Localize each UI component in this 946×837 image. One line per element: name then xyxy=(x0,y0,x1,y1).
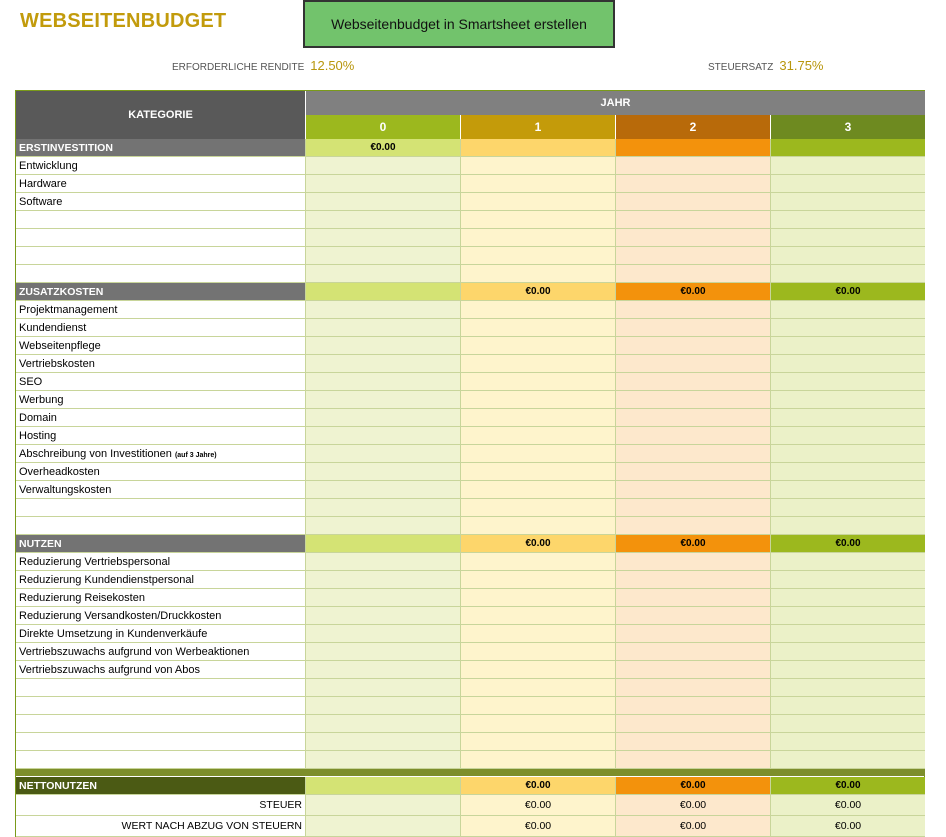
year-3-cell[interactable] xyxy=(770,391,925,409)
year-2-cell[interactable] xyxy=(615,445,770,463)
year-0-cell[interactable] xyxy=(305,661,460,679)
required-return-param xyxy=(172,58,354,73)
category-cell[interactable]: ERSTINVESTITION xyxy=(16,139,305,157)
year-0-cell[interactable] xyxy=(305,643,460,661)
category-cell[interactable]: NETTONUTZEN xyxy=(16,777,305,795)
year-0-cell[interactable] xyxy=(305,301,460,319)
year-2-cell[interactable] xyxy=(615,391,770,409)
category-cell[interactable]: Domain xyxy=(16,409,305,427)
year-3-cell[interactable] xyxy=(770,157,925,175)
year-3-cell[interactable] xyxy=(770,337,925,355)
year-0-cell[interactable] xyxy=(305,777,460,795)
category-cell[interactable]: Reduzierung Kundendienstpersonal xyxy=(16,571,305,589)
year-3-cell[interactable] xyxy=(770,697,925,715)
year-1-cell[interactable] xyxy=(460,409,615,427)
category-cell[interactable]: Verwaltungskosten xyxy=(16,481,305,499)
year-0-cell[interactable] xyxy=(305,229,460,247)
year-0-cell[interactable] xyxy=(305,463,460,481)
year-0-cell[interactable] xyxy=(305,795,460,816)
table-row xyxy=(16,319,925,337)
year-2-cell[interactable] xyxy=(615,373,770,391)
tax-rate-param xyxy=(708,58,823,73)
year-0-cell[interactable] xyxy=(305,391,460,409)
year-3-cell[interactable]: €0.00 xyxy=(770,777,925,795)
year-2-cell[interactable] xyxy=(615,319,770,337)
year-2-cell[interactable] xyxy=(615,247,770,265)
year-1-cell[interactable] xyxy=(460,517,615,535)
year-0-cell[interactable] xyxy=(305,697,460,715)
year-2-cell[interactable] xyxy=(615,697,770,715)
table-row xyxy=(16,625,925,643)
year-3-cell[interactable] xyxy=(770,229,925,247)
year-2-cell[interactable] xyxy=(615,679,770,697)
year-1-cell[interactable] xyxy=(460,715,615,733)
table-row xyxy=(16,733,925,751)
year-1-cell[interactable] xyxy=(460,391,615,409)
year-2-cell[interactable] xyxy=(615,157,770,175)
year-2-cell[interactable] xyxy=(615,661,770,679)
after-tax-row xyxy=(16,816,925,837)
year-3-cell[interactable] xyxy=(770,499,925,517)
category-cell[interactable]: WERT NACH ABZUG VON STEUERN xyxy=(16,816,305,837)
year-0-cell[interactable] xyxy=(305,193,460,211)
category-cell[interactable] xyxy=(16,265,305,283)
category-cell[interactable]: STEUER xyxy=(16,795,305,816)
category-cell[interactable]: Hardware xyxy=(16,175,305,193)
year-3-cell[interactable] xyxy=(770,247,925,265)
year-2-cell[interactable] xyxy=(615,337,770,355)
table-row xyxy=(16,643,925,661)
year-2-cell[interactable]: €0.00 xyxy=(615,777,770,795)
year-2-cell[interactable] xyxy=(615,175,770,193)
year-0-cell[interactable] xyxy=(305,283,460,301)
year-1-cell[interactable] xyxy=(460,589,615,607)
year-0-cell[interactable] xyxy=(305,535,460,553)
year-1-cell[interactable] xyxy=(460,319,615,337)
year-2-cell[interactable] xyxy=(615,301,770,319)
year-3-cell[interactable] xyxy=(770,301,925,319)
year-1-cell[interactable] xyxy=(460,607,615,625)
table-row xyxy=(16,715,925,733)
year-0-cell[interactable] xyxy=(305,816,460,837)
create-in-smartsheet-button[interactable]: Webseitenbudget in Smartsheet erstellen xyxy=(303,0,615,48)
category-cell[interactable]: Vertriebszuwachs aufgrund von Werbeaktionen xyxy=(16,643,305,661)
year-2-cell[interactable]: €0.00 xyxy=(615,795,770,816)
year-3-cell[interactable] xyxy=(770,607,925,625)
section-header-row xyxy=(16,535,925,553)
year-2-cell[interactable]: €0.00 xyxy=(615,283,770,301)
category-cell[interactable] xyxy=(16,751,305,769)
year-1-cell[interactable] xyxy=(460,661,615,679)
year-2-cell[interactable] xyxy=(615,751,770,769)
year-2-cell[interactable] xyxy=(615,409,770,427)
year-1-cell[interactable] xyxy=(460,643,615,661)
year-3-cell[interactable]: €0.00 xyxy=(770,816,925,837)
year-0-cell[interactable] xyxy=(305,589,460,607)
year-0-cell[interactable] xyxy=(305,409,460,427)
year-3-cell[interactable] xyxy=(770,571,925,589)
category-cell[interactable]: NUTZEN xyxy=(16,535,305,553)
year-2-cell[interactable] xyxy=(615,229,770,247)
year-0-cell[interactable] xyxy=(305,319,460,337)
category-cell[interactable]: Reduzierung Vertriebspersonal xyxy=(16,553,305,571)
year-2-cell[interactable] xyxy=(615,265,770,283)
year-1-cell[interactable] xyxy=(460,733,615,751)
category-cell[interactable] xyxy=(16,715,305,733)
year-3-cell[interactable] xyxy=(770,193,925,211)
year-0-cell[interactable] xyxy=(305,751,460,769)
year-1-cell[interactable] xyxy=(460,679,615,697)
year-1-cell[interactable]: €0.00 xyxy=(460,777,615,795)
table-row xyxy=(16,175,925,193)
year-2-cell[interactable] xyxy=(615,607,770,625)
category-cell[interactable] xyxy=(16,697,305,715)
year-1-header: 1 xyxy=(460,115,615,139)
year-0-cell[interactable] xyxy=(305,175,460,193)
year-2-cell[interactable] xyxy=(615,139,770,157)
year-0-cell[interactable] xyxy=(305,553,460,571)
year-2-cell[interactable] xyxy=(615,499,770,517)
table-row xyxy=(16,193,925,211)
year-0-cell[interactable] xyxy=(305,733,460,751)
year-1-cell[interactable] xyxy=(460,751,615,769)
table-row xyxy=(16,553,925,571)
category-cell[interactable]: Software xyxy=(16,193,305,211)
year-0-cell[interactable] xyxy=(305,157,460,175)
year-1-cell[interactable] xyxy=(460,139,615,157)
year-3-cell[interactable]: €0.00 xyxy=(770,535,925,553)
table-row xyxy=(16,517,925,535)
year-1-cell[interactable] xyxy=(460,175,615,193)
year-1-cell[interactable] xyxy=(460,553,615,571)
table-row xyxy=(16,427,925,445)
year-0-cell[interactable] xyxy=(305,679,460,697)
table-row xyxy=(16,157,925,175)
year-3-cell[interactable] xyxy=(770,661,925,679)
year-0-cell[interactable] xyxy=(305,373,460,391)
table-row xyxy=(16,751,925,769)
table-row xyxy=(16,661,925,679)
year-2-cell[interactable]: €0.00 xyxy=(615,535,770,553)
category-cell[interactable]: Vertriebskosten xyxy=(16,355,305,373)
year-3-cell[interactable] xyxy=(770,517,925,535)
year-1-cell[interactable] xyxy=(460,445,615,463)
section-header-row xyxy=(16,139,925,157)
category-cell[interactable]: Kundendienst xyxy=(16,319,305,337)
year-3-cell[interactable] xyxy=(770,751,925,769)
category-cell[interactable]: Vertriebszuwachs aufgrund von Abos xyxy=(16,661,305,679)
net-benefit-row xyxy=(16,777,925,795)
category-cell[interactable]: Hosting xyxy=(16,427,305,445)
category-cell[interactable] xyxy=(16,229,305,247)
table-row xyxy=(16,589,925,607)
table-row xyxy=(16,337,925,355)
year-2-cell[interactable]: €0.00 xyxy=(615,816,770,837)
year-3-cell[interactable] xyxy=(770,355,925,373)
year-0-cell[interactable] xyxy=(305,499,460,517)
category-cell[interactable]: Projektmanagement xyxy=(16,301,305,319)
category-cell[interactable]: SEO xyxy=(16,373,305,391)
category-cell[interactable] xyxy=(16,679,305,697)
year-0-cell[interactable]: €0.00 xyxy=(305,139,460,157)
year-1-cell[interactable] xyxy=(460,625,615,643)
category-cell[interactable]: Overheadkosten xyxy=(16,463,305,481)
category-cell[interactable] xyxy=(16,211,305,229)
table-row xyxy=(16,571,925,589)
table-row xyxy=(16,463,925,481)
section-divider xyxy=(16,768,925,776)
year-2-cell[interactable] xyxy=(615,427,770,445)
category-cell[interactable]: Webseitenpflege xyxy=(16,337,305,355)
year-3-cell[interactable] xyxy=(770,373,925,391)
year-3-cell[interactable] xyxy=(770,409,925,427)
category-cell[interactable] xyxy=(16,517,305,535)
year-1-cell[interactable] xyxy=(460,301,615,319)
item-label: Abschreibung von Investitionen xyxy=(19,448,172,460)
year-3-header: 3 xyxy=(770,115,925,139)
section-header-row xyxy=(16,283,925,301)
year-1-cell[interactable] xyxy=(460,211,615,229)
year-1-cell[interactable]: €0.00 xyxy=(460,283,615,301)
table-row xyxy=(16,409,925,427)
table-row xyxy=(16,373,925,391)
year-3-cell[interactable] xyxy=(770,427,925,445)
category-cell[interactable] xyxy=(16,733,305,751)
year-0-cell[interactable] xyxy=(305,355,460,373)
item-note: (auf 3 Jahre) xyxy=(174,452,217,459)
category-cell[interactable]: Entwicklung xyxy=(16,157,305,175)
year-3-cell[interactable] xyxy=(770,679,925,697)
year-2-cell[interactable] xyxy=(615,355,770,373)
category-cell[interactable]: Reduzierung Reisekosten xyxy=(16,589,305,607)
year-2-cell[interactable] xyxy=(615,715,770,733)
tax-rate-label: STEUERSATZ xyxy=(708,62,774,73)
year-3-cell[interactable] xyxy=(770,715,925,733)
year-1-cell[interactable] xyxy=(460,337,615,355)
year-2-cell[interactable] xyxy=(615,553,770,571)
year-3-cell[interactable]: €0.00 xyxy=(770,795,925,816)
year-1-cell[interactable] xyxy=(460,247,615,265)
year-1-cell[interactable] xyxy=(460,499,615,517)
year-0-cell[interactable] xyxy=(305,625,460,643)
year-1-cell[interactable]: €0.00 xyxy=(460,816,615,837)
year-3-cell[interactable] xyxy=(770,319,925,337)
year-1-cell[interactable] xyxy=(460,157,615,175)
year-3-cell[interactable] xyxy=(770,265,925,283)
tax-row xyxy=(16,795,925,816)
table-row xyxy=(16,499,925,517)
year-2-cell[interactable] xyxy=(615,211,770,229)
year-0-header: 0 xyxy=(305,115,460,139)
required-return-label: ERFORDERLICHE RENDITE xyxy=(172,62,305,73)
page-title: WEBSEITENBUDGET xyxy=(20,10,227,32)
table-row xyxy=(16,679,925,697)
required-return-value[interactable]: 12.50% xyxy=(310,58,355,73)
year-3-cell[interactable] xyxy=(770,139,925,157)
year-0-cell[interactable] xyxy=(305,715,460,733)
table-row xyxy=(16,229,925,247)
year-3-cell[interactable] xyxy=(770,211,925,229)
table-row xyxy=(16,607,925,625)
year-3-cell[interactable] xyxy=(770,445,925,463)
year-0-cell[interactable] xyxy=(305,517,460,535)
year-0-cell[interactable] xyxy=(305,481,460,499)
year-1-cell[interactable] xyxy=(460,481,615,499)
year-0-cell[interactable] xyxy=(305,607,460,625)
year-1-cell[interactable] xyxy=(460,697,615,715)
year-2-cell[interactable] xyxy=(615,571,770,589)
year-1-cell[interactable]: €0.00 xyxy=(460,535,615,553)
table-row xyxy=(16,301,925,319)
table-row xyxy=(16,481,925,499)
category-cell[interactable] xyxy=(16,445,305,463)
year-2-cell[interactable] xyxy=(615,481,770,499)
year-3-cell[interactable] xyxy=(770,175,925,193)
year-2-cell[interactable] xyxy=(615,643,770,661)
year-2-cell[interactable] xyxy=(615,733,770,751)
year-0-cell[interactable] xyxy=(305,211,460,229)
year-1-cell[interactable] xyxy=(460,427,615,445)
year-0-cell[interactable] xyxy=(305,427,460,445)
year-2-header: 2 xyxy=(615,115,770,139)
year-header: JAHR xyxy=(305,91,925,115)
table-row xyxy=(16,445,925,463)
year-0-cell[interactable] xyxy=(305,571,460,589)
year-1-cell[interactable] xyxy=(460,193,615,211)
table-row xyxy=(16,391,925,409)
year-2-cell[interactable] xyxy=(615,463,770,481)
tax-rate-value[interactable]: 31.75% xyxy=(779,58,824,73)
category-cell[interactable]: Werbung xyxy=(16,391,305,409)
year-2-cell[interactable] xyxy=(615,517,770,535)
table-row xyxy=(16,697,925,715)
category-cell[interactable] xyxy=(16,247,305,265)
year-1-cell[interactable] xyxy=(460,463,615,481)
year-2-cell[interactable] xyxy=(615,625,770,643)
year-0-cell[interactable] xyxy=(305,337,460,355)
year-3-cell[interactable] xyxy=(770,733,925,751)
year-3-cell[interactable] xyxy=(770,553,925,571)
year-3-cell[interactable] xyxy=(770,481,925,499)
year-3-cell[interactable] xyxy=(770,463,925,481)
year-2-cell[interactable] xyxy=(615,193,770,211)
year-1-cell[interactable] xyxy=(460,373,615,391)
year-1-cell[interactable] xyxy=(460,571,615,589)
category-cell[interactable]: Direkte Umsetzung in Kundenverkäufe xyxy=(16,625,305,643)
year-3-cell[interactable]: €0.00 xyxy=(770,283,925,301)
year-1-cell[interactable]: €0.00 xyxy=(460,795,615,816)
year-3-cell[interactable] xyxy=(770,643,925,661)
table-row xyxy=(16,247,925,265)
table-row xyxy=(16,265,925,283)
table-row xyxy=(16,211,925,229)
budget-table xyxy=(15,90,925,837)
year-2-cell[interactable] xyxy=(615,589,770,607)
category-cell[interactable] xyxy=(16,499,305,517)
year-0-cell[interactable] xyxy=(305,247,460,265)
year-0-cell[interactable] xyxy=(305,265,460,283)
table-row xyxy=(16,355,925,373)
category-cell[interactable]: ZUSATZKOSTEN xyxy=(16,283,305,301)
year-1-cell[interactable] xyxy=(460,265,615,283)
year-1-cell[interactable] xyxy=(460,355,615,373)
year-3-cell[interactable] xyxy=(770,589,925,607)
category-header: KATEGORIE xyxy=(16,91,305,139)
year-3-cell[interactable] xyxy=(770,625,925,643)
year-0-cell[interactable] xyxy=(305,445,460,463)
year-1-cell[interactable] xyxy=(460,229,615,247)
category-cell[interactable]: Reduzierung Versandkosten/Druckkosten xyxy=(16,607,305,625)
